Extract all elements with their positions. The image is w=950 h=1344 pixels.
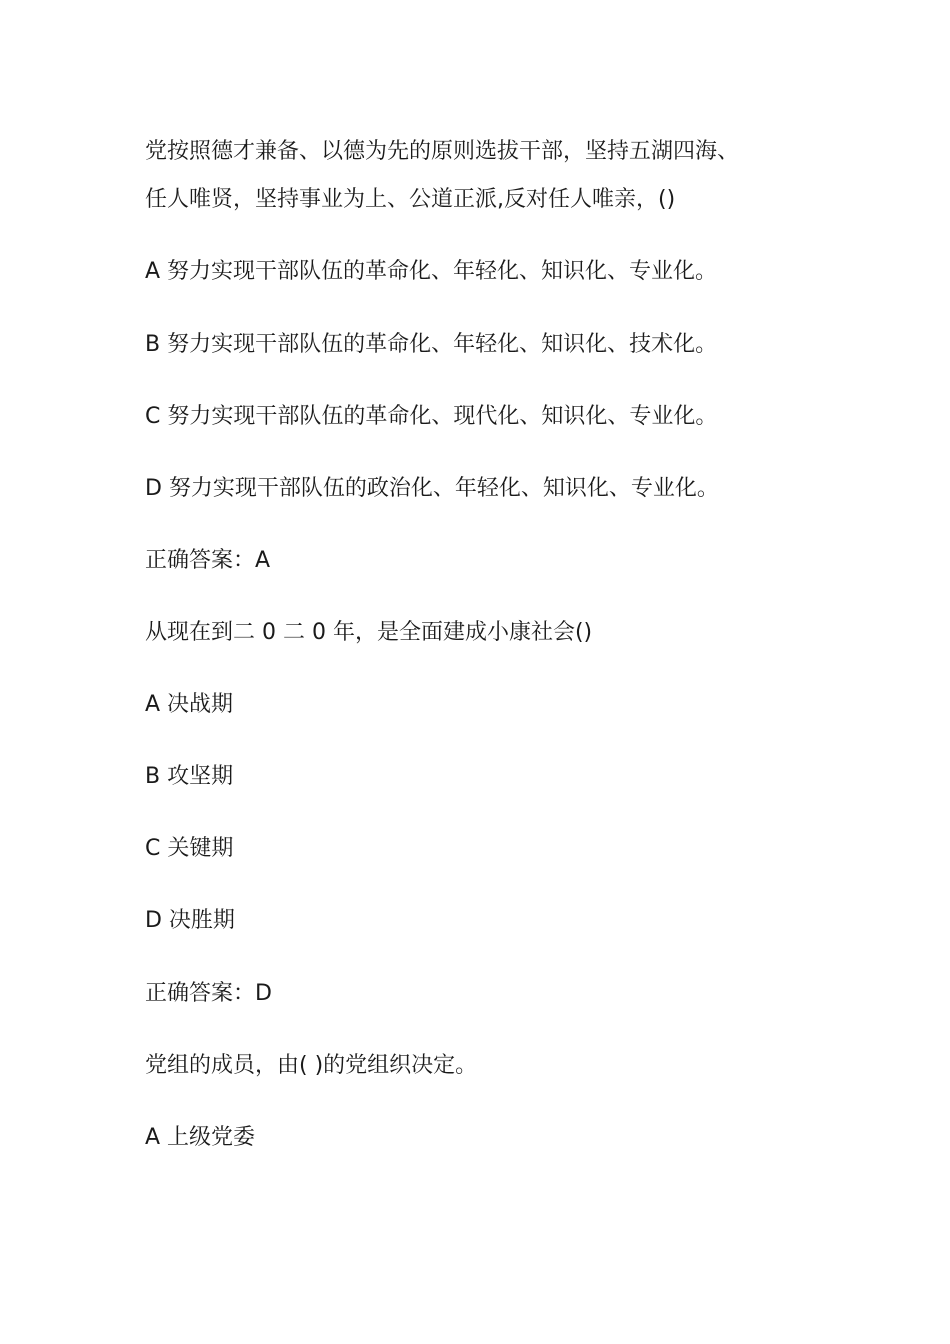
question-2-option-d: D 决胜期 [145, 908, 235, 933]
question-1-option-d: D 努力实现干部队伍的政治化、年轻化、知识化、专业化。 [145, 476, 719, 501]
question-2-stem: 从现在到二 0 二 0 年，是全面建成小康社会() [145, 620, 593, 645]
question-2-option-a: A 决战期 [145, 692, 234, 717]
question-3-stem: 党组的成员，由( )的党组织决定。 [145, 1053, 478, 1078]
question-1-stem-line-2: 任人唯贤，坚持事业为上、公道正派,反对任人唯亲，() [145, 187, 676, 212]
question-1-option-a: A 努力实现干部队伍的革命化、年轻化、知识化、专业化。 [145, 259, 718, 284]
question-2-option-b: B 攻坚期 [145, 764, 234, 789]
question-2-answer: 正确答案：D [145, 981, 272, 1006]
question-3-option-a: A 上级党委 [145, 1125, 256, 1150]
question-1-option-c: C 努力实现干部队伍的革命化、现代化、知识化、专业化。 [145, 404, 718, 429]
question-1-answer: 正确答案：A [145, 548, 271, 573]
question-1-stem-line-1: 党按照德才兼备、以德为先的原则选拔干部，坚持五湖四海、 [145, 139, 740, 164]
question-1-option-b: B 努力实现干部队伍的革命化、年轻化、知识化、技术化。 [145, 332, 718, 357]
question-2-option-c: C 关键期 [145, 836, 234, 861]
